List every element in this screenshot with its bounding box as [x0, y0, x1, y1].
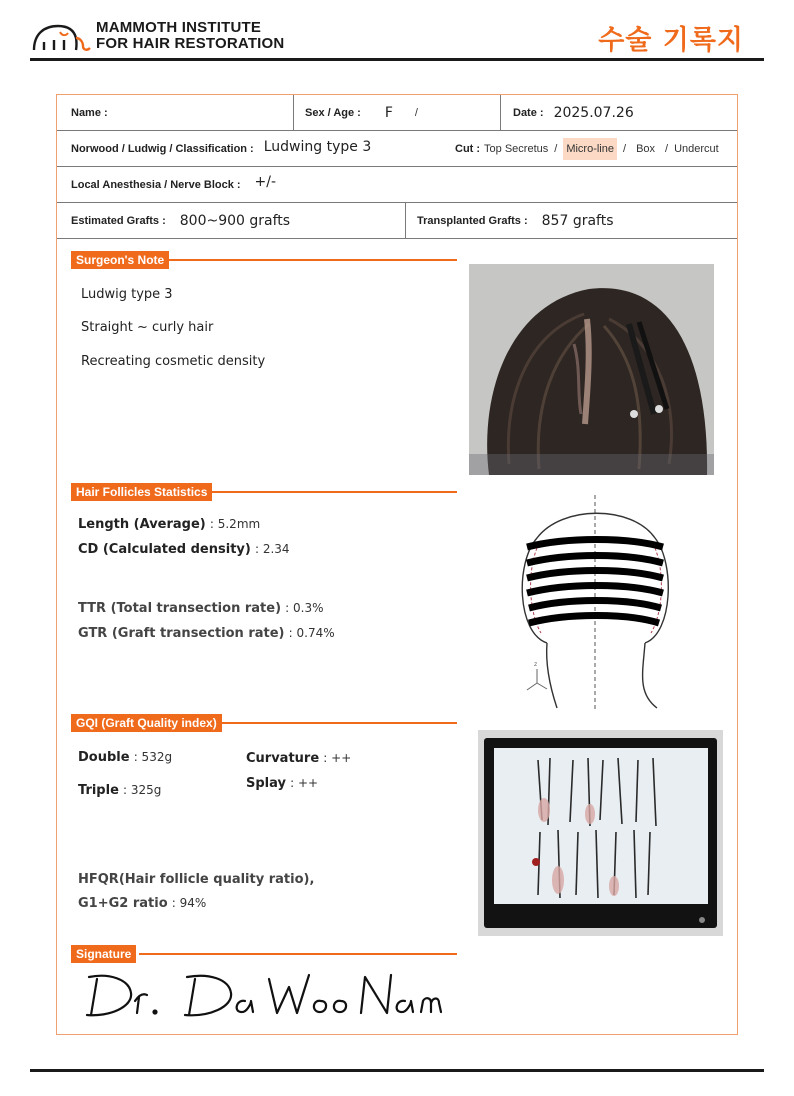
svg-text:z: z [534, 661, 538, 668]
stat-length-value: : 5.2mm [209, 517, 261, 531]
classification-field[interactable] [71, 131, 371, 166]
gqi-double-value: : 532g [133, 750, 173, 764]
note-line: Recreating cosmetic density [81, 354, 266, 369]
form-row-grafts [57, 203, 737, 239]
transplanted-grafts-value: 857 grafts [541, 212, 614, 229]
signature-heading: Signature [71, 945, 136, 963]
stat-length [78, 517, 260, 532]
stat-ttr-label: TTR (Total transection rate) [78, 601, 282, 616]
cut-type-selector [455, 131, 719, 166]
gqi-splay-label: Splay [246, 776, 286, 791]
estimated-grafts-field[interactable] [71, 203, 290, 238]
stat-ttr [78, 601, 324, 616]
footer-divider [30, 1069, 764, 1072]
anesthesia-field[interactable] [71, 167, 276, 202]
date-label: Date : [513, 106, 544, 119]
surgery-record-form [56, 94, 738, 1035]
brand-line-2: FOR HAIR RESTORATION [96, 35, 285, 52]
gqi-splay-value: : ++ [290, 776, 319, 790]
graft-monitor-photo [478, 730, 723, 936]
brand-line-1: MAMMOTH INSTITUTE [96, 19, 262, 36]
mammoth-logo-icon [30, 20, 94, 54]
surgeons-note-heading: Surgeon's Note [71, 251, 169, 269]
form-row-classification [57, 131, 737, 167]
cut-option-top-secretus[interactable]: Top Secretus [484, 142, 549, 155]
cut-label: Cut : [455, 142, 481, 155]
stat-gtr-value: : 0.74% [288, 626, 335, 640]
gqi-curvature-value: : ++ [323, 751, 352, 765]
gqi-triple [78, 783, 161, 798]
section-rule [139, 953, 457, 955]
classification-value: Ludwing type 3 [263, 138, 372, 155]
cut-separator: / [623, 142, 627, 155]
stat-gtr [78, 626, 335, 641]
gqi-g1g2-value: : 94% [171, 896, 207, 910]
cut-separator: / [554, 142, 558, 155]
stat-gtr-label: GTR (Graft transection rate) [78, 626, 285, 641]
sex-value: F [384, 104, 393, 121]
section-rule [219, 722, 457, 724]
date-field[interactable] [513, 95, 634, 130]
signature-section-header [71, 945, 457, 963]
gqi-hfqr-label: HFQR(Hair follicle quality ratio), [78, 872, 315, 887]
estimated-grafts-value: 800~900 grafts [179, 212, 291, 229]
transplanted-grafts-field[interactable] [417, 203, 614, 238]
cell-divider [500, 95, 501, 130]
date-value: 2025.07.26 [553, 104, 634, 121]
form-row-name [57, 95, 737, 131]
name-label: Name : [71, 106, 108, 119]
note-line: Straight ~ curly hair [81, 320, 214, 335]
gqi-heading: GQI (Graft Quality index) [71, 714, 222, 732]
cell-divider [293, 95, 294, 130]
gqi-triple-value: : 325g [123, 783, 162, 797]
follicle-stats-section-header [71, 483, 457, 501]
gqi-curvature [246, 751, 351, 766]
gqi-curvature-label: Curvature [246, 751, 320, 766]
stat-cd-value: : 2.34 [254, 542, 290, 556]
follicle-stats-heading: Hair Follicles Statistics [71, 483, 212, 501]
note-line: Ludwig type 3 [81, 287, 173, 302]
sex-age-field[interactable] [305, 95, 432, 130]
document-title: 수술 기록지 [598, 25, 744, 56]
transplanted-grafts-label: Transplanted Grafts : [417, 214, 528, 227]
gqi-hfqr-ratio [78, 896, 206, 911]
sex-age-separator: / [414, 106, 418, 119]
graft-monitor-image [478, 730, 723, 936]
estimated-grafts-label: Estimated Grafts : [71, 214, 166, 227]
gqi-section-header [71, 714, 457, 732]
gqi-g1g2-label: G1+G2 ratio [78, 896, 168, 911]
scalp-photo [469, 264, 714, 475]
section-rule [209, 491, 457, 493]
gqi-hfqr-title [78, 872, 314, 887]
stat-length-label: Length (Average) [78, 517, 206, 532]
brand-name [96, 20, 284, 52]
stat-cd [78, 542, 290, 557]
donor-area-head-diagram [507, 493, 677, 713]
gqi-triple-label: Triple [78, 783, 119, 798]
cell-divider [405, 203, 406, 238]
cut-separator: / [665, 142, 669, 155]
gqi-double [78, 750, 172, 765]
classification-label: Norwood / Ludwig / Classification : [71, 142, 254, 155]
section-rule [167, 259, 457, 261]
cut-option-undercut[interactable]: Undercut [674, 142, 719, 155]
cut-option-box[interactable]: Box [636, 142, 656, 155]
cut-option-micro-line[interactable]: Micro-line [563, 138, 617, 160]
stat-cd-label: CD (Calculated density) [78, 542, 251, 557]
page-header [30, 16, 764, 62]
gqi-splay [246, 776, 318, 791]
anesthesia-label: Local Anesthesia / Nerve Block : [71, 178, 241, 191]
anesthesia-value: +/- [254, 173, 277, 190]
scalp-photo-image [469, 264, 714, 475]
form-row-anesthesia [57, 167, 737, 203]
surgeons-note-section-header [71, 251, 457, 269]
sex-age-label: Sex / Age : [305, 106, 361, 119]
doctor-signature-image [69, 965, 449, 1025]
name-field[interactable] [71, 95, 122, 130]
header-divider [30, 58, 764, 61]
gqi-double-label: Double [78, 750, 130, 765]
stat-ttr-value: : 0.3% [285, 601, 324, 615]
